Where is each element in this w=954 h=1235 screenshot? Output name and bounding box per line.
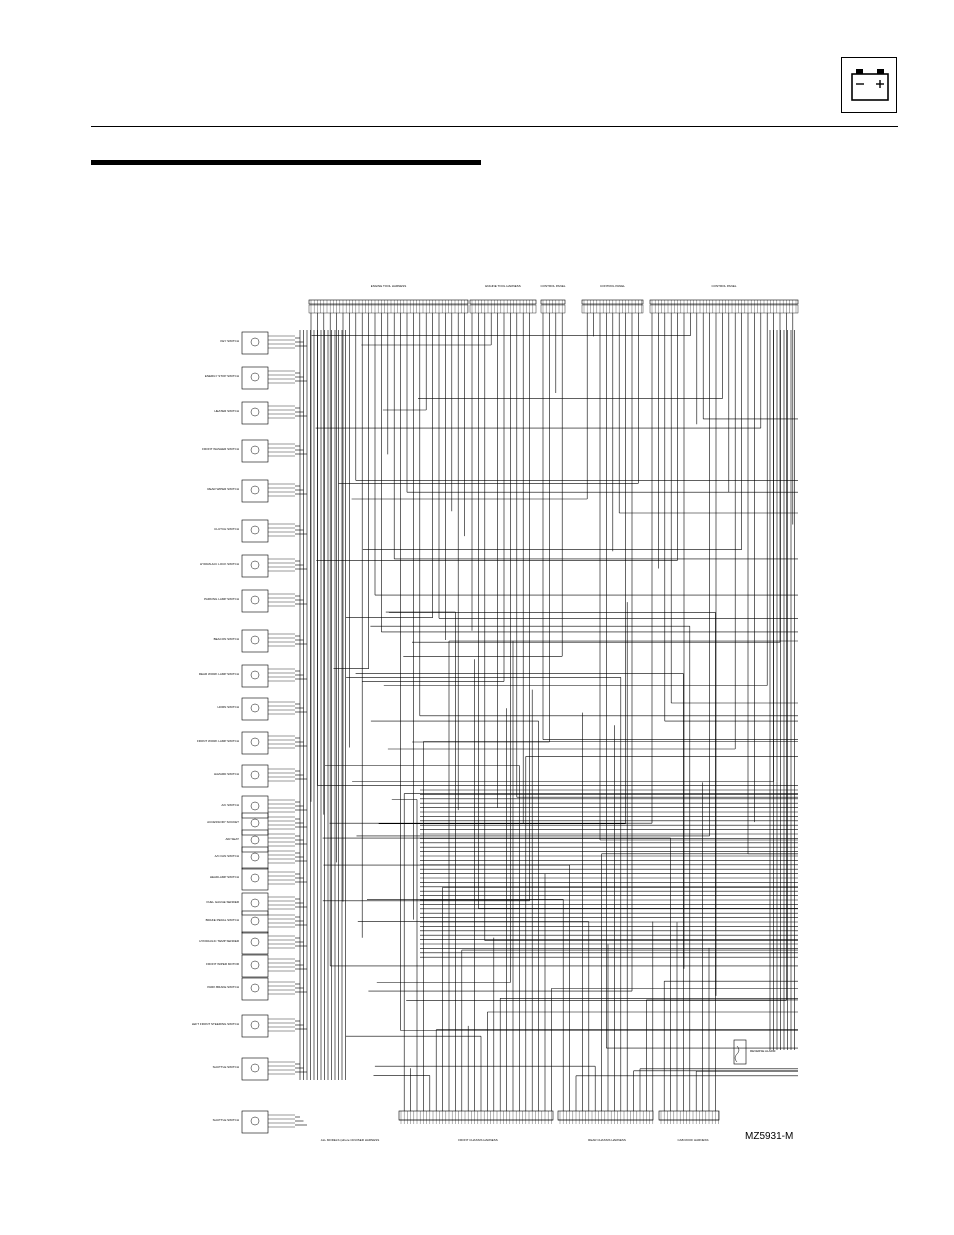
component-26 <box>734 1040 776 1064</box>
component-label: PARKING LAMP SWITCH <box>204 597 239 601</box>
top-connector-body <box>541 305 565 313</box>
bottom-connector-strip <box>558 1111 653 1120</box>
component-label: LEFT FRONT STEERING SWITCH <box>191 1022 239 1026</box>
component-16 <box>215 847 295 869</box>
switch-symbol <box>251 338 259 346</box>
component-19 <box>206 911 295 933</box>
component-box <box>242 868 268 890</box>
harness-bottom-label: FRONT CHASSIS HARNESS <box>458 1138 498 1142</box>
component-box <box>242 665 268 687</box>
top-connectors <box>309 300 798 313</box>
component-label: BEACON SWITCH <box>213 637 239 641</box>
top-connector-strip <box>470 300 536 304</box>
switch-symbol <box>251 874 259 882</box>
switch-symbol <box>251 636 259 644</box>
switch-symbol <box>251 802 259 810</box>
bottom-connector-strip <box>399 1111 553 1120</box>
component-label: PARK BRAKE SWITCH <box>207 985 239 989</box>
component-0 <box>220 332 295 354</box>
component-box <box>242 732 268 754</box>
component-box <box>242 813 268 835</box>
component-23 <box>192 1015 295 1037</box>
component-22 <box>207 978 295 1000</box>
component-11 <box>197 732 295 754</box>
switch-symbol <box>251 819 259 827</box>
component-label: HYDRAULIC LOCK SWITCH <box>199 562 239 566</box>
switch-symbol <box>251 1064 259 1072</box>
top-connector-strip <box>309 300 468 304</box>
component-box <box>242 402 268 424</box>
switch-symbol <box>251 938 259 946</box>
component-label: A/C FAN SWITCH <box>214 854 239 858</box>
alarm-symbol <box>735 1046 739 1062</box>
component-box <box>242 955 268 977</box>
component-15 <box>226 830 295 852</box>
component-5 <box>214 520 295 542</box>
component-10 <box>218 698 296 720</box>
component-box <box>242 796 268 818</box>
component-label: SHUTTLE SWITCH <box>212 1118 239 1122</box>
component-label: ACCESSORY SOCKET <box>207 820 239 824</box>
switch-symbol <box>251 738 259 746</box>
switch-symbol <box>251 771 259 779</box>
component-label: AIR SEAT <box>225 837 239 841</box>
top-connector-body <box>470 305 536 313</box>
harness-top-label: ENGINE TOOL HARNESS <box>485 284 521 288</box>
component-label: FRONT WIPER MOTOR <box>206 962 239 966</box>
component-box <box>242 1058 268 1080</box>
component-9 <box>199 665 295 687</box>
component-symbols <box>192 332 776 1133</box>
component-label: HAZARD SWITCH <box>214 772 239 776</box>
bottom-connectors <box>399 1111 719 1124</box>
component-box <box>242 698 268 720</box>
component-3 <box>202 440 295 462</box>
top-connector-strip <box>541 300 565 304</box>
component-label: REVERSE ALARM <box>750 1049 776 1053</box>
component-25 <box>213 1111 295 1133</box>
switch-symbol <box>251 704 259 712</box>
switch-symbol <box>251 853 259 861</box>
switch-symbol <box>251 671 259 679</box>
component-label: A/C SWITCH <box>221 803 239 807</box>
component-box <box>242 932 268 954</box>
component-label: HEATER SWITCH <box>214 409 239 413</box>
component-label: HORN SWITCH <box>217 705 239 709</box>
component-14 <box>207 813 295 835</box>
component-label: REAR WIPER SWITCH <box>207 487 239 491</box>
switch-symbol <box>251 561 259 569</box>
component-label: CLUTCH SWITCH <box>214 527 239 531</box>
component-label: SHUTTLE SWITCH <box>212 1065 239 1069</box>
component-box <box>242 893 268 915</box>
component-box <box>242 830 268 852</box>
wires <box>295 313 798 1125</box>
component-label: FRONT WORK LAMP SWITCH <box>196 739 239 743</box>
top-connector-body <box>650 305 798 313</box>
harness-bottom-label: ALL MODELS (where CRUISER HARNESS <box>320 1138 380 1142</box>
switch-symbol <box>251 961 259 969</box>
component-label: HYDRAULIC TEMP SENDER <box>199 939 239 943</box>
component-box <box>242 765 268 787</box>
switch-symbol <box>251 373 259 381</box>
switch-symbol <box>251 408 259 416</box>
component-box <box>242 1111 268 1133</box>
harness-top-label: CONTROL PANEL <box>540 284 566 288</box>
harness-top-label: CONTROL PANEL <box>711 284 737 288</box>
component-label: FUEL GAUGE SENDER <box>206 900 239 904</box>
component-4 <box>207 480 295 502</box>
switch-symbol <box>251 899 259 907</box>
component-label: ENERGY STOP SWITCH <box>204 374 239 378</box>
switch-symbol <box>251 596 259 604</box>
switch-symbol <box>251 917 259 925</box>
switch-symbol <box>251 486 259 494</box>
component-17 <box>210 868 295 890</box>
component-box <box>242 440 268 462</box>
component-box <box>242 911 268 933</box>
component-label: REAR WORK LAMP SWITCH <box>198 672 239 676</box>
top-connector-strip <box>650 300 798 304</box>
component-box <box>242 367 268 389</box>
switch-symbol <box>251 836 259 844</box>
component-box <box>242 590 268 612</box>
component-8 <box>214 630 295 652</box>
component-24 <box>213 1058 295 1080</box>
component-box <box>242 978 268 1000</box>
switch-symbol <box>251 1021 259 1029</box>
component-20 <box>199 932 295 954</box>
component-box <box>242 332 268 354</box>
component-label: HEADLAMP SWITCH <box>209 875 239 879</box>
component-box <box>242 630 268 652</box>
component-label: BRAKE PEDAL SWITCH <box>205 918 239 922</box>
component-13 <box>221 796 295 818</box>
harness-top-label: ENGINE TOOL HARNESS <box>370 284 407 288</box>
bottom-connector-strip <box>659 1111 719 1120</box>
top-connector-strip <box>582 300 643 304</box>
component-12 <box>214 765 295 787</box>
switch-symbol <box>251 984 259 992</box>
component-6 <box>200 555 295 577</box>
harness-top-label: CONTROL PANEL <box>599 284 626 288</box>
component-18 <box>206 893 295 915</box>
harness-bottom-label: REAR CHASSIS HARNESS <box>588 1138 626 1142</box>
component-box <box>242 555 268 577</box>
component-7 <box>204 590 295 612</box>
top-connector-body <box>309 305 468 313</box>
component-box <box>242 847 268 869</box>
component-label: FRONT WASHER SWITCH <box>202 447 239 451</box>
component-box <box>242 1015 268 1037</box>
switch-symbol <box>251 446 259 454</box>
harness-top-labels <box>371 284 737 288</box>
component-box <box>242 520 268 542</box>
switch-symbol <box>251 526 259 534</box>
component-1 <box>205 367 295 389</box>
component-21 <box>206 955 295 977</box>
harness-bottom-label: CAB ROOF HARNESS <box>677 1138 709 1142</box>
component-label: KEY SWITCH <box>220 339 239 343</box>
component-2 <box>214 402 295 424</box>
component-box <box>242 480 268 502</box>
harness-bottom-labels <box>321 1138 709 1142</box>
top-connector-body <box>582 305 643 313</box>
figure-id: MZ5931-M <box>745 1131 794 1142</box>
switch-symbol <box>251 1117 259 1125</box>
